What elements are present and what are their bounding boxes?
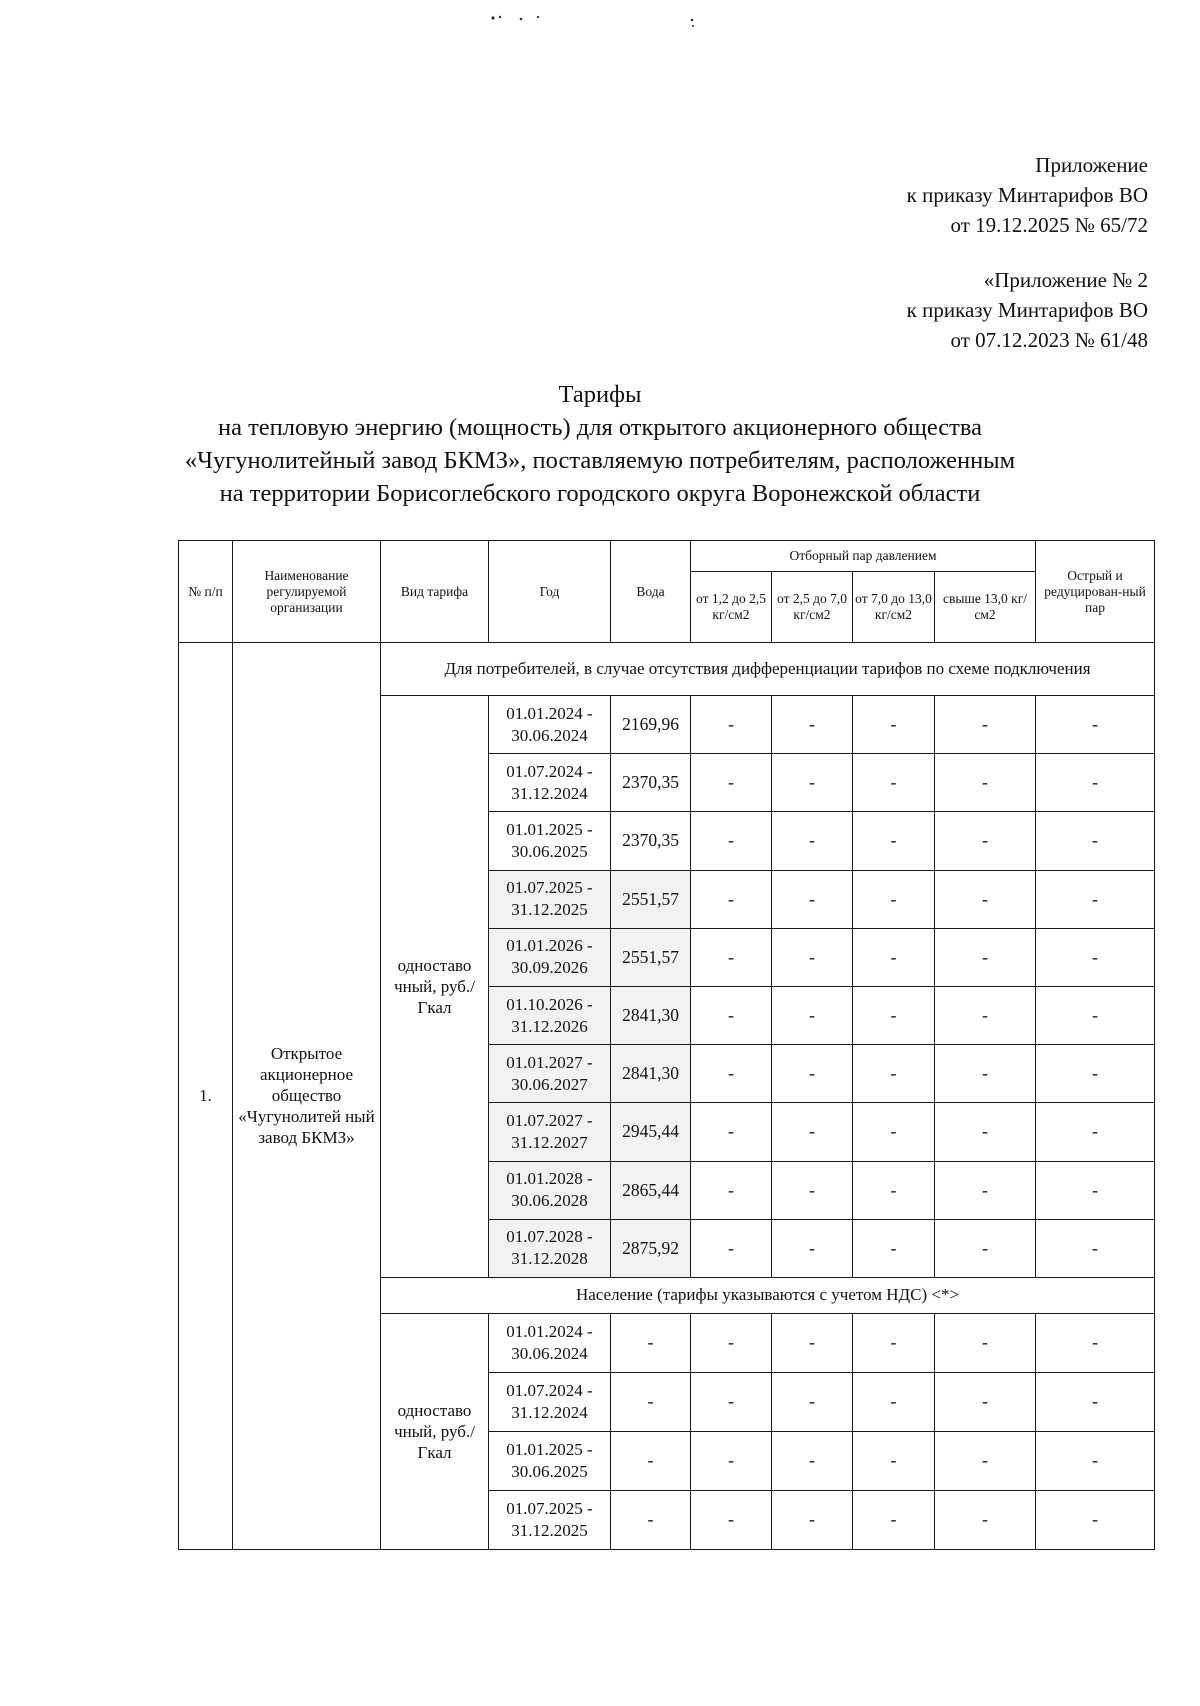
- period-from: 01.07.2024 -: [506, 1380, 593, 1400]
- steam-tariff-s3: -: [853, 1161, 935, 1219]
- period-cell: [489, 696, 611, 754]
- steam-tariff-s4: -: [935, 812, 1036, 870]
- header-num: № п/п: [179, 541, 233, 643]
- title-line: на тепловую энергию (мощность) для открытого акционерного общества: [217, 414, 983, 441]
- period-cell: [489, 1431, 611, 1490]
- header-kind: Вид тарифа: [381, 541, 489, 643]
- period-from: 01.01.2024 -: [506, 703, 593, 723]
- water-tariff: 2865,44: [611, 1161, 691, 1219]
- steam-tariff-s2: -: [772, 812, 853, 870]
- tariff-kind: одноставо чный, руб./Гкал: [381, 1313, 489, 1549]
- period-from: 01.01.2027 -: [506, 1052, 593, 1072]
- water-tariff: 2875,92: [611, 1219, 691, 1277]
- steam-tariff-s3: -: [853, 1372, 935, 1431]
- steam-tariff-s4: -: [935, 1490, 1036, 1549]
- header-steam-3: от 7,0 до 13,0 кг/см2: [853, 572, 935, 643]
- appendix-line: от 19.12.2025 № 65/72: [950, 213, 1148, 237]
- steam-tariff-s3: -: [853, 696, 935, 754]
- water-tariff: -: [611, 1490, 691, 1549]
- water-tariff: 2841,30: [611, 1045, 691, 1103]
- header-sharp-steam: Острый и редуцирован-ный пар: [1036, 541, 1155, 643]
- steam-tariff-s1: -: [691, 1219, 772, 1277]
- steam-tariff-s2: -: [772, 1161, 853, 1219]
- steam-tariff-s3: -: [853, 754, 935, 812]
- period-to: 30.06.2025: [511, 841, 588, 861]
- tariff-table: [178, 540, 1155, 1550]
- steam-tariff-s2: -: [772, 1372, 853, 1431]
- steam-tariff-s2: -: [772, 1431, 853, 1490]
- scan-specks: [0, 0, 1200, 60]
- steam-tariff-sharp: -: [1036, 696, 1155, 754]
- appendix-header-original: [907, 265, 1148, 355]
- appendix-line: Приложение: [1035, 153, 1148, 177]
- period-cell: [489, 754, 611, 812]
- steam-tariff-s4: -: [935, 696, 1036, 754]
- period-to: 31.12.2027: [511, 1132, 588, 1152]
- steam-tariff-s4: -: [935, 754, 1036, 812]
- steam-tariff-s2: -: [772, 754, 853, 812]
- steam-tariff-s4: -: [935, 1431, 1036, 1490]
- steam-tariff-sharp: -: [1036, 1490, 1155, 1549]
- steam-tariff-s3: -: [853, 1431, 935, 1490]
- period-to: 30.06.2024: [511, 725, 588, 745]
- period-from: 01.07.2025 -: [506, 1498, 593, 1518]
- steam-tariff-s2: -: [772, 696, 853, 754]
- steam-tariff-sharp: -: [1036, 986, 1155, 1044]
- steam-tariff-s4: -: [935, 1313, 1036, 1372]
- water-tariff: 2370,35: [611, 754, 691, 812]
- document-title: [60, 378, 1140, 510]
- steam-tariff-s2: -: [772, 1045, 853, 1103]
- title-line: на территории Борисоглебского городского округа Воронежской области: [219, 480, 981, 507]
- steam-tariff-s1: -: [691, 1313, 772, 1372]
- period-to: 31.12.2024: [511, 1402, 588, 1422]
- steam-tariff-s3: -: [853, 1045, 935, 1103]
- row-number: 1.: [179, 643, 233, 1550]
- period-to: 31.12.2026: [511, 1016, 588, 1036]
- steam-tariff-sharp: -: [1036, 1313, 1155, 1372]
- period-cell: [489, 1372, 611, 1431]
- water-tariff: -: [611, 1431, 691, 1490]
- steam-tariff-s1: -: [691, 812, 772, 870]
- steam-tariff-sharp: -: [1036, 928, 1155, 986]
- period-from: 01.07.2028 -: [506, 1227, 593, 1247]
- header-water: Вода: [611, 541, 691, 643]
- period-to: 31.12.2028: [511, 1249, 588, 1269]
- section-title: Для потребителей, в случае отсутствия дифференциации тарифов по схеме подключения: [381, 643, 1155, 696]
- steam-tariff-s3: -: [853, 1219, 935, 1277]
- organization-name: Открытое акционерное общество «Чугунолитей ный завод БКМЗ»: [233, 643, 381, 1550]
- appendix-line: к приказу Минтарифов ВО: [906, 298, 1148, 322]
- water-tariff: 2945,44: [611, 1103, 691, 1161]
- steam-tariff-s3: -: [853, 986, 935, 1044]
- steam-tariff-s4: -: [935, 1103, 1036, 1161]
- period-from: 01.10.2026 -: [506, 994, 593, 1014]
- period-cell: [489, 1313, 611, 1372]
- period-to: 31.12.2024: [511, 783, 588, 803]
- period-from: 01.01.2024 -: [506, 1321, 593, 1341]
- water-tariff: 2551,57: [611, 928, 691, 986]
- steam-tariff-s1: -: [691, 986, 772, 1044]
- period-from: 01.07.2025 -: [506, 878, 593, 898]
- steam-tariff-sharp: -: [1036, 870, 1155, 928]
- water-tariff: 2841,30: [611, 986, 691, 1044]
- period-to: 30.06.2025: [511, 1461, 588, 1481]
- period-cell: [489, 986, 611, 1044]
- steam-tariff-sharp: -: [1036, 1103, 1155, 1161]
- steam-tariff-s2: -: [772, 928, 853, 986]
- water-tariff: -: [611, 1313, 691, 1372]
- steam-tariff-s1: -: [691, 1045, 772, 1103]
- period-to: 31.12.2025: [511, 1520, 588, 1540]
- period-cell: [489, 1219, 611, 1277]
- period-from: 01.07.2027 -: [506, 1110, 593, 1130]
- header-org: Наименование регулируемой организации: [233, 541, 381, 643]
- steam-tariff-s1: -: [691, 1372, 772, 1431]
- period-cell: [489, 928, 611, 986]
- period-from: 01.01.2026 -: [506, 936, 593, 956]
- header-steam-4: свыше 13,0 кг/см2: [935, 572, 1036, 643]
- water-tariff: 2551,57: [611, 870, 691, 928]
- tariff-kind: одноставо чный, руб./Гкал: [381, 696, 489, 1278]
- header-steam-group: Отборный пар давлением: [691, 541, 1036, 572]
- period-to: 31.12.2025: [511, 900, 588, 920]
- steam-tariff-s4: -: [935, 986, 1036, 1044]
- period-from: 01.01.2025 -: [506, 1439, 593, 1459]
- water-tariff: -: [611, 1372, 691, 1431]
- appendix-line: от 07.12.2023 № 61/48: [950, 328, 1148, 352]
- steam-tariff-s4: -: [935, 1045, 1036, 1103]
- period-from: 01.07.2024 -: [506, 761, 593, 781]
- steam-tariff-sharp: -: [1036, 1219, 1155, 1277]
- period-to: 30.06.2027: [511, 1074, 588, 1094]
- period-cell: [489, 1103, 611, 1161]
- period-from: 01.01.2025 -: [506, 819, 593, 839]
- title-line: «Чугунолитейный завод БКМЗ», поставляемую потребителям, расположенным: [184, 447, 1016, 474]
- steam-tariff-sharp: -: [1036, 1045, 1155, 1103]
- period-to: 30.06.2024: [511, 1343, 588, 1363]
- steam-tariff-s2: -: [772, 1103, 853, 1161]
- steam-tariff-s3: -: [853, 1313, 935, 1372]
- steam-tariff-s1: -: [691, 870, 772, 928]
- steam-tariff-s4: -: [935, 1219, 1036, 1277]
- steam-tariff-s2: -: [772, 870, 853, 928]
- period-to: 30.09.2026: [511, 958, 588, 978]
- steam-tariff-sharp: -: [1036, 1372, 1155, 1431]
- steam-tariff-sharp: -: [1036, 1431, 1155, 1490]
- steam-tariff-s1: -: [691, 1103, 772, 1161]
- steam-tariff-s1: -: [691, 1490, 772, 1549]
- section-row: [179, 643, 1155, 696]
- period-cell: [489, 1045, 611, 1103]
- water-tariff: 2169,96: [611, 696, 691, 754]
- steam-tariff-s4: -: [935, 1372, 1036, 1431]
- steam-tariff-s3: -: [853, 1490, 935, 1549]
- title-line: Тарифы: [558, 381, 642, 408]
- steam-tariff-s1: -: [691, 1161, 772, 1219]
- water-tariff: 2370,35: [611, 812, 691, 870]
- header-steam-2: от 2,5 до 7,0 кг/см2: [772, 572, 853, 643]
- steam-tariff-s1: -: [691, 696, 772, 754]
- steam-tariff-s4: -: [935, 1161, 1036, 1219]
- appendix-header-current: [907, 150, 1148, 240]
- appendix-line: «Приложение № 2: [983, 268, 1148, 292]
- steam-tariff-sharp: -: [1036, 1161, 1155, 1219]
- section-title: Население (тарифы указываются с учетом НДС) <*>: [381, 1277, 1155, 1313]
- period-cell: [489, 812, 611, 870]
- steam-tariff-s2: -: [772, 1313, 853, 1372]
- steam-tariff-s4: -: [935, 870, 1036, 928]
- steam-tariff-s3: -: [853, 870, 935, 928]
- header-row-top: [179, 541, 1155, 572]
- steam-tariff-sharp: -: [1036, 754, 1155, 812]
- period-from: 01.01.2028 -: [506, 1169, 593, 1189]
- steam-tariff-s3: -: [853, 928, 935, 986]
- period-cell: [489, 1490, 611, 1549]
- steam-tariff-s1: -: [691, 928, 772, 986]
- steam-tariff-s3: -: [853, 1103, 935, 1161]
- steam-tariff-s4: -: [935, 928, 1036, 986]
- steam-tariff-s2: -: [772, 986, 853, 1044]
- period-cell: [489, 870, 611, 928]
- header-year: Год: [489, 541, 611, 643]
- period-to: 30.06.2028: [511, 1191, 588, 1211]
- steam-tariff-s2: -: [772, 1490, 853, 1549]
- steam-tariff-s1: -: [691, 1431, 772, 1490]
- appendix-line: к приказу Минтарифов ВО: [906, 183, 1148, 207]
- steam-tariff-s2: -: [772, 1219, 853, 1277]
- period-cell: [489, 1161, 611, 1219]
- steam-tariff-s3: -: [853, 812, 935, 870]
- steam-tariff-s1: -: [691, 754, 772, 812]
- steam-tariff-sharp: -: [1036, 812, 1155, 870]
- header-steam-1: от 1,2 до 2,5 кг/см2: [691, 572, 772, 643]
